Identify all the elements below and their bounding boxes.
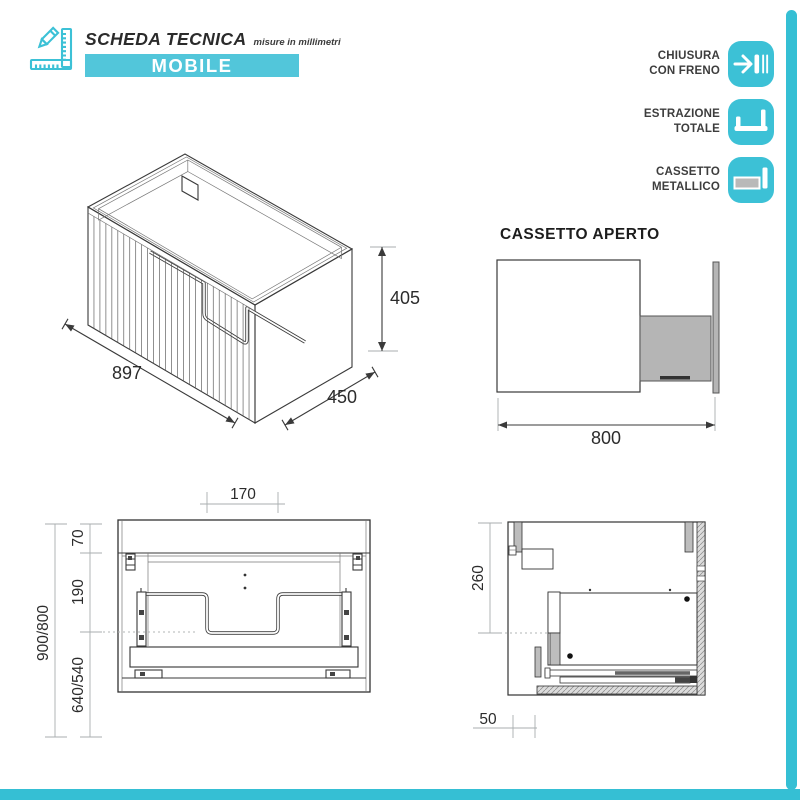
metal-drawer-icon xyxy=(728,157,774,203)
dim-50 xyxy=(473,711,537,738)
feature-list xyxy=(644,41,774,215)
sheet-title: SCHEDA TECNICA xyxy=(85,29,247,49)
iso-view-drawing xyxy=(40,140,440,440)
dim-260 xyxy=(470,523,502,633)
feature-label xyxy=(644,107,720,137)
dim-50-label: 50 xyxy=(479,711,497,728)
front-view-drawing xyxy=(30,485,450,785)
feature-item xyxy=(644,99,774,145)
feature-label-line: CON FRENO xyxy=(649,65,720,77)
feature-label-line: TOTALE xyxy=(673,123,720,135)
feature-label-line: METALLICO xyxy=(651,181,720,193)
dim-height xyxy=(368,247,420,351)
feature-label-line: CHIUSURA xyxy=(657,50,720,63)
feature-label-line: CASSETTO xyxy=(655,166,720,179)
dim-width-label: 897 xyxy=(111,363,143,383)
dim-depth-label: 450 xyxy=(326,387,358,407)
dim-170-label: 170 xyxy=(230,486,256,503)
feature-label xyxy=(652,165,720,195)
full-extraction-icon xyxy=(728,99,774,145)
front-left-dims xyxy=(35,524,102,737)
dim-width xyxy=(62,319,238,428)
soft-close-icon xyxy=(728,41,774,87)
accent-bar-right xyxy=(786,10,797,790)
dim-170 xyxy=(200,486,285,513)
dim-70-label: 70 xyxy=(70,529,87,547)
accent-bar-bottom xyxy=(0,789,800,800)
dim-260-label: 260 xyxy=(470,565,487,591)
dim-800-label: 800 xyxy=(590,428,622,448)
feature-item xyxy=(644,41,774,87)
pencil-ruler-icon xyxy=(28,26,76,74)
dim-900-800-label: 900/800 xyxy=(35,604,52,662)
dim-190-label: 190 xyxy=(70,579,87,605)
feature-label-line: ESTRAZIONE xyxy=(643,108,720,121)
dim-800 xyxy=(498,397,715,448)
open-drawer-drawing xyxy=(490,248,730,448)
side-view-drawing xyxy=(450,480,780,770)
product-banner: MOBILE xyxy=(85,54,299,77)
open-drawer-title: CASSETTO APERTO xyxy=(500,226,660,243)
dim-640-540-label: 640/540 xyxy=(70,656,87,714)
header-text xyxy=(85,26,341,77)
header xyxy=(28,26,341,77)
feature-label xyxy=(649,49,720,79)
feature-item xyxy=(644,157,774,203)
dim-height-label: 405 xyxy=(390,288,421,308)
sheet-subtitle: misure in millimetri xyxy=(253,37,341,48)
